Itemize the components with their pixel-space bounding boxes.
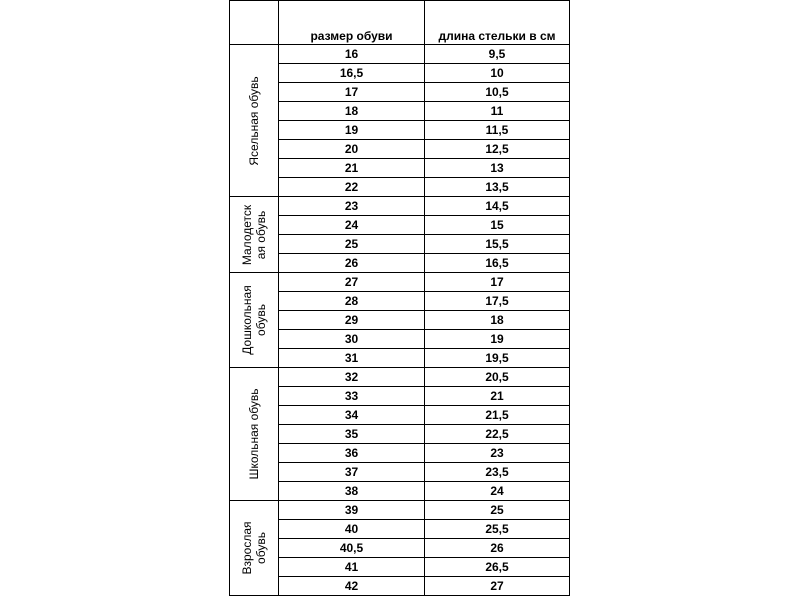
- table-row: [279, 330, 570, 349]
- insole-length-cell: 24: [425, 482, 570, 501]
- category-cell: [229, 273, 279, 368]
- table-row: [279, 444, 570, 463]
- shoe-size-cell: 25: [279, 235, 425, 254]
- insole-length-cell: 23: [425, 444, 570, 463]
- insole-length-cell: 16,5: [425, 254, 570, 273]
- insole-length-cell: 25,5: [425, 520, 570, 539]
- category-label-line: Малодетск: [240, 204, 254, 265]
- table-row: [279, 425, 570, 444]
- shoe-size-cell: 39: [279, 501, 425, 520]
- table-row: [279, 577, 570, 596]
- category-label: [240, 521, 268, 574]
- table-grid: [229, 0, 570, 600]
- shoe-size-cell: 20: [279, 140, 425, 159]
- header-insole-length: [425, 1, 570, 46]
- category-cell: [229, 197, 279, 273]
- header-shoe-size-label: размер обуви: [310, 29, 393, 43]
- category-label-line: Ясельная обувь: [247, 75, 261, 166]
- table-row: [279, 121, 570, 140]
- shoe-size-cell: 31: [279, 349, 425, 368]
- shoe-size-cell: 17: [279, 83, 425, 102]
- shoe-size-cell: 41: [279, 558, 425, 577]
- table-row: [279, 235, 570, 254]
- insole-length-cell: 18: [425, 311, 570, 330]
- insole-length-cell: 15,5: [425, 235, 570, 254]
- header-shoe-size: [279, 1, 425, 46]
- table-row: [279, 501, 570, 520]
- insole-length-cell: 27: [425, 577, 570, 596]
- table-row: [279, 216, 570, 235]
- insole-length-cell: 26: [425, 539, 570, 558]
- shoe-size-cell: 28: [279, 292, 425, 311]
- shoe-size-cell: 24: [279, 216, 425, 235]
- insole-length-cell: 13: [425, 159, 570, 178]
- insole-length-cell: 10,5: [425, 83, 570, 102]
- table-row: [279, 45, 570, 64]
- table-row: [279, 387, 570, 406]
- insole-length-cell: 19: [425, 330, 570, 349]
- table-row: [279, 539, 570, 558]
- insole-length-cell: 19,5: [425, 349, 570, 368]
- shoe-size-cell: 29: [279, 311, 425, 330]
- insole-length-cell: 26,5: [425, 558, 570, 577]
- table-row: [279, 311, 570, 330]
- insole-length-cell: 22,5: [425, 425, 570, 444]
- table-row: [279, 520, 570, 539]
- insole-length-cell: 11: [425, 102, 570, 121]
- insole-length-cell: 20,5: [425, 368, 570, 387]
- insole-length-cell: 12,5: [425, 140, 570, 159]
- insole-length-cell: 13,5: [425, 178, 570, 197]
- table-row: [279, 197, 570, 216]
- shoe-size-cell: 21: [279, 159, 425, 178]
- category-label-line: ая обувь: [254, 210, 268, 259]
- table-row: [279, 482, 570, 501]
- shoe-size-cell: 36: [279, 444, 425, 463]
- table-row: [279, 558, 570, 577]
- shoe-size-cell: 37: [279, 463, 425, 482]
- insole-length-cell: 21,5: [425, 406, 570, 425]
- category-cell: [229, 501, 279, 596]
- shoe-size-cell: 40,5: [279, 539, 425, 558]
- shoe-size-cell: 40: [279, 520, 425, 539]
- shoe-size-cell: 19: [279, 121, 425, 140]
- category-label: [247, 76, 261, 165]
- shoe-size-cell: 18: [279, 102, 425, 121]
- table-row: [279, 178, 570, 197]
- insole-length-cell: 25: [425, 501, 570, 520]
- shoe-size-table: [229, 0, 570, 600]
- category-cell: [229, 368, 279, 501]
- insole-length-cell: 9,5: [425, 45, 570, 64]
- shoe-size-cell: 32: [279, 368, 425, 387]
- table-header-row: [229, 0, 570, 45]
- insole-length-cell: 14,5: [425, 197, 570, 216]
- shoe-size-cell: 27: [279, 273, 425, 292]
- table-row: [279, 64, 570, 83]
- category-label: [240, 204, 268, 264]
- table-row: [279, 368, 570, 387]
- shoe-size-cell: 16,5: [279, 64, 425, 83]
- shoe-size-cell: 35: [279, 425, 425, 444]
- insole-length-cell: 17: [425, 273, 570, 292]
- category-label-line: Взрослая: [240, 521, 254, 575]
- table-row: [279, 140, 570, 159]
- table-row: [279, 349, 570, 368]
- table-row: [279, 254, 570, 273]
- category-label: [247, 388, 261, 479]
- shoe-size-cell: 34: [279, 406, 425, 425]
- shoe-size-cell: 23: [279, 197, 425, 216]
- insole-length-cell: 17,5: [425, 292, 570, 311]
- header-corner-cell: [229, 1, 279, 46]
- category-cell: [229, 45, 279, 197]
- insole-length-cell: 23,5: [425, 463, 570, 482]
- insole-length-cell: 15: [425, 216, 570, 235]
- category-label-line: обувь: [254, 532, 268, 564]
- category-label-line: Школьная обувь: [247, 388, 261, 480]
- insole-length-cell: 11,5: [425, 121, 570, 140]
- shoe-size-cell: 16: [279, 45, 425, 64]
- header-insole-length-label: длина стельки в см: [438, 29, 556, 43]
- table-row: [279, 102, 570, 121]
- shoe-size-cell: 30: [279, 330, 425, 349]
- insole-length-cell: 21: [425, 387, 570, 406]
- table-row: [279, 273, 570, 292]
- category-label-line: обувь: [254, 304, 268, 336]
- category-label-line: Дошкольная: [240, 285, 254, 355]
- shoe-size-cell: 33: [279, 387, 425, 406]
- shoe-size-cell: 38: [279, 482, 425, 501]
- insole-length-cell: 10: [425, 64, 570, 83]
- table-row: [279, 463, 570, 482]
- category-label: [240, 285, 268, 354]
- shoe-size-cell: 42: [279, 577, 425, 596]
- table-row: [279, 83, 570, 102]
- table-row: [279, 159, 570, 178]
- table-row: [279, 406, 570, 425]
- table-row: [279, 292, 570, 311]
- shoe-size-cell: 22: [279, 178, 425, 197]
- shoe-size-cell: 26: [279, 254, 425, 273]
